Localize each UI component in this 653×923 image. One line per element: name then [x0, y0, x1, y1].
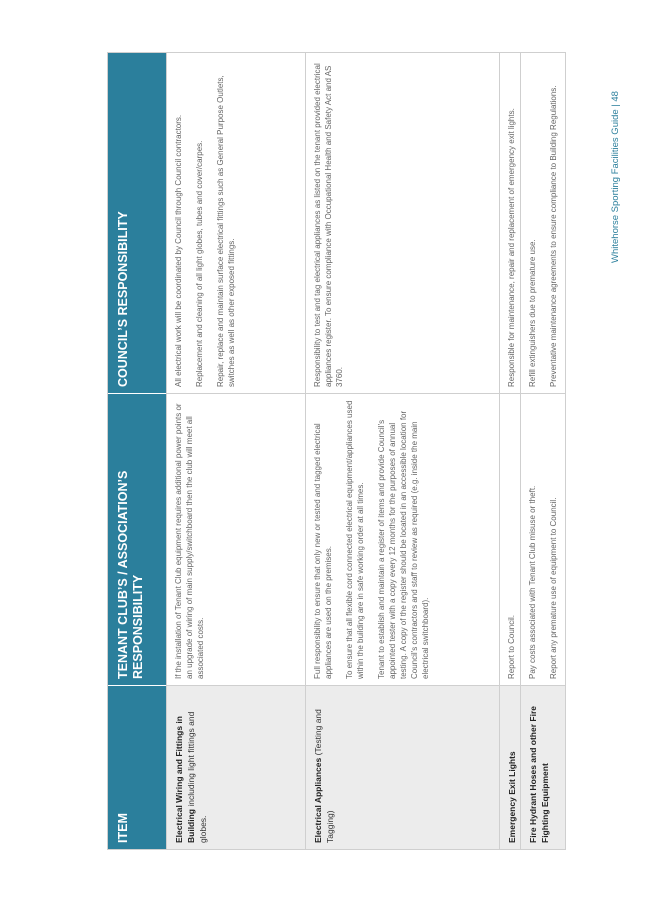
item-title: Electrical Wiring and Fittings in Building — [173, 716, 196, 843]
table-row — [520, 53, 565, 849]
item-cell — [167, 685, 305, 849]
council-cell — [306, 53, 499, 393]
item-detail: including light fittings and globes. — [185, 711, 208, 843]
tenant-text: Report any premature use of equipment to Council. — [549, 497, 558, 679]
tenant-text: Report to Council. — [507, 614, 516, 679]
tenant-text: Full responsibility to ensure that only new or tested and tagged electrical appliances are used on the premises. — [312, 423, 333, 679]
table-row — [305, 53, 499, 849]
council-cell — [500, 53, 520, 393]
item-cell — [521, 685, 565, 849]
council-cell — [167, 53, 305, 393]
item-cell — [306, 685, 499, 849]
item-cell — [500, 685, 520, 849]
responsibility-table — [107, 52, 566, 850]
council-text: Replacement and cleaning of all light globes, tubes and cover/carpes. — [194, 140, 204, 387]
tenant-cell — [521, 393, 565, 685]
council-text: Refill extinguishers due to premature use. — [528, 239, 537, 387]
table-row — [166, 53, 305, 849]
council-text: Responsibility to test and tag electrical appliances as listed on the tenant provided electrical appliances register. To ensure compliance with Occupational Health and Safety Act and AS 3760. — [312, 63, 344, 387]
table-header — [108, 53, 166, 849]
tenant-text: To ensure that all flexible cord connected electrical equipment/appliances used within the building are in safe working order at all times. — [344, 400, 365, 679]
page-footer: Whitehorse Sporting Facilities Guide | 48 — [610, 91, 621, 263]
header-item: ITEM — [108, 685, 166, 849]
header-council: COUNCIL’S RESPONSIBILITY — [116, 211, 130, 387]
tenant-cell — [500, 393, 520, 685]
tenant-cell — [167, 393, 305, 685]
item-detail: (Testing and Tagging) — [312, 709, 335, 843]
council-text: Responsible for maintenance, repair and replacement of emergency exit lights. — [507, 108, 516, 387]
council-cell — [521, 53, 565, 393]
item-title: Fire Hydrant Hoses and other Fire Fighting Equipment — [528, 706, 550, 843]
item-title: Emergency Exit Lights — [507, 751, 517, 843]
header-tenant: TENANT CLUB’S / ASSOCIATION’S RESPONSIBILITY — [108, 393, 166, 685]
table-row — [499, 53, 520, 849]
council-text: Repair, replace and maintain surface electrical fittings such as General Purpose Outlets, switches as well as other exposed fittings. — [215, 75, 236, 387]
tenant-text: Tenant to establish and maintain a register of items and provide Council’s appointed tester with a copy every 12 months for the purposes of annual testing. A copy of the register should be located in an accessible location for Council’s contractors and staff to review as required (e.g. inside the main electrical switchboard). — [376, 410, 430, 679]
council-text: All electrical work will be coordinated by Council through Council contractors. — [173, 114, 183, 387]
tenant-cell — [306, 393, 499, 685]
tenant-text: Pay costs associated with Tenant Club misuse or theft. — [528, 485, 537, 679]
tenant-text: If the installation of Tenant Club equipment requires additional power points or an upgrade of wiring of main supply/switchboard then the club will meet all associated costs. — [173, 403, 205, 679]
item-title: Electrical Appliances — [312, 757, 323, 843]
council-text: Preventative maintenance agreements to ensure compliance to Building Regulations. — [549, 85, 558, 387]
